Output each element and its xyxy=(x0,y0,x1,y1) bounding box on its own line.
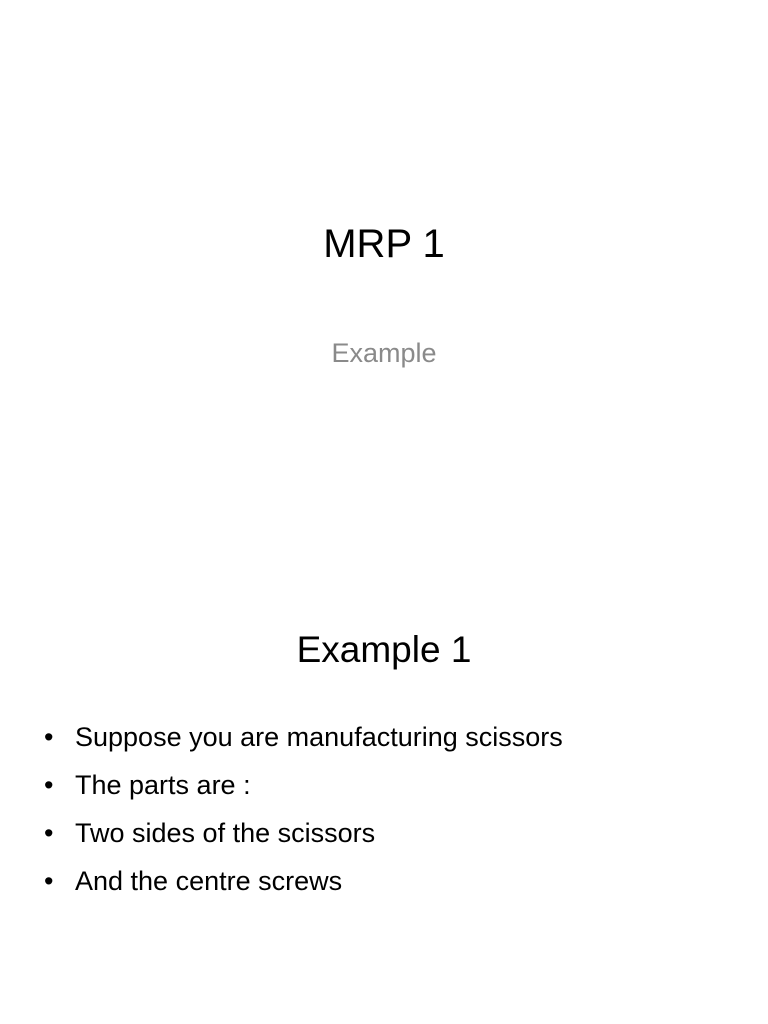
list-item xyxy=(44,717,744,765)
content-slide xyxy=(0,512,768,1024)
bullet-text: Two sides of the scissors xyxy=(75,818,376,848)
bullet-icon: • xyxy=(44,818,54,848)
list-item xyxy=(44,765,744,813)
bullet-icon: • xyxy=(44,770,54,800)
bullet-icon: • xyxy=(44,722,54,752)
list-item xyxy=(44,861,744,909)
bullet-text: The parts are : xyxy=(75,770,251,800)
slide-heading: Example 1 xyxy=(296,629,472,670)
bullet-list xyxy=(44,717,744,909)
list-item xyxy=(44,813,744,861)
bullet-text: And the centre screws xyxy=(75,866,343,896)
slide-subtitle: Example xyxy=(331,338,437,368)
bullet-icon: • xyxy=(44,866,54,896)
bullet-text: Suppose you are manufacturing scissors xyxy=(75,722,563,752)
slide-title: MRP 1 xyxy=(323,222,445,266)
